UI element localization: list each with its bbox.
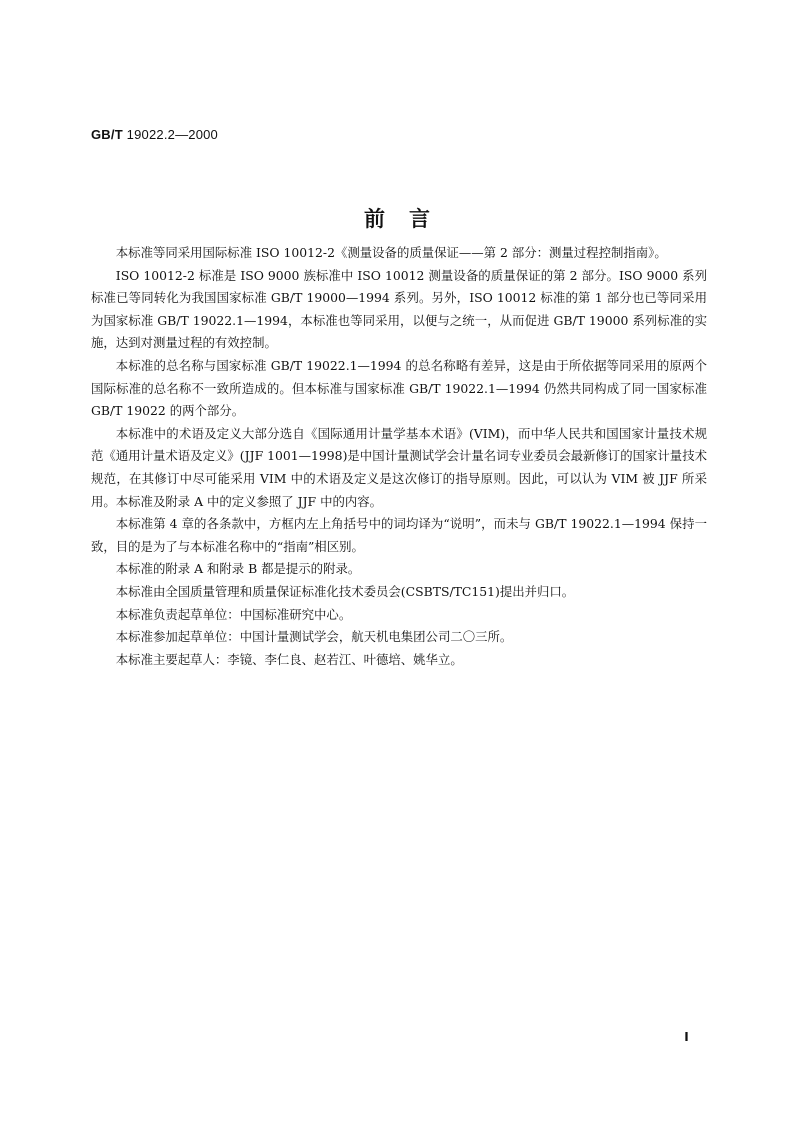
standard-code (91, 127, 218, 142)
paragraph-adoption: 本标准等同采用国际标准 ISO 10012-2《测量设备的质量保证——第 2 部分：测量过程控制指南》。 (115, 245, 667, 260)
foreword-body (91, 242, 707, 671)
standard-code-number: 19022.2—2000 (126, 127, 218, 142)
paragraph-participating-units: 本标准参加起草单位：中国计量测试学会，航天机电集团公司二〇三所。 (115, 629, 513, 645)
paragraph-annexes: 本标准的附录 A 和附录 B 都是提示的附录。 (115, 561, 361, 577)
paragraph-proposer: 本标准由全国质量管理和质量保证标准化技术委员会(CSBTS/TC151)提出并归口。 (115, 583, 575, 599)
paragraph-terminology: 本标准中的术语及定义大部分选自《国际通用计量学基本术语》(VIM)，而中华人民共和国国家计量技术规范《通用计量术语及定义》(JJF 1001—1998)是中国计量测试学会计量名词专业委员会最新修订的国家计量技术规范，在其修订中尽可能采用 VIM 中的术语及定义是这次修订的指导原则。因此，可以认为 VIM 被 JJF 所采用。本标准及附录 A 中的定义参照了 JJF 中的内容。 (91, 425, 707, 509)
paragraph-clause-4: 本标准第 4 章的各条款中，方框内左上角括号中的词均译为“说明”，而未与 GB/T 19022.1—1994 保持一致，目的是为了与本标准名称中的“指南”相区别。 (91, 516, 707, 554)
paragraph-general-title: 本标准的总名称与国家标准 GB/T 19022.1—1994 的总名称略有差异，这是由于所依据等同采用的原两个国际标准的总名称不一致所造成的。但本标准与国家标准 GB/T 19022.1—1994 仍然共同构成了同一国家标准 GB/T 19022 的两个部分。 (91, 357, 707, 419)
page-title: 前言 (364, 207, 454, 231)
paragraph-responsible-unit: 本标准负责起草单位：中国标准研究中心。 (115, 606, 352, 622)
standard-code-prefix: GB/T (91, 127, 123, 142)
paragraph-series: ISO 10012-2 标准是 ISO 9000 族标准中 ISO 10012 测量设备的质量保证的第 2 部分。ISO 9000 系列标准已等同转化为我国国家标准 GB/T 19000—1994 系列。另外，ISO 10012 标准的第 1 部分也已等同采用为国家标准 GB/T 19022.1—1994，本标准也等同采用，以便与之统一，从而促进 GB/T 19000 系列标准的实施，达到对测量过程的有效控制。 (91, 267, 707, 351)
page-number: I (684, 1031, 689, 1044)
paragraph-drafters: 本标准主要起草人：李镜、李仁良、赵若江、叶德培、姚华立。 (115, 651, 463, 667)
